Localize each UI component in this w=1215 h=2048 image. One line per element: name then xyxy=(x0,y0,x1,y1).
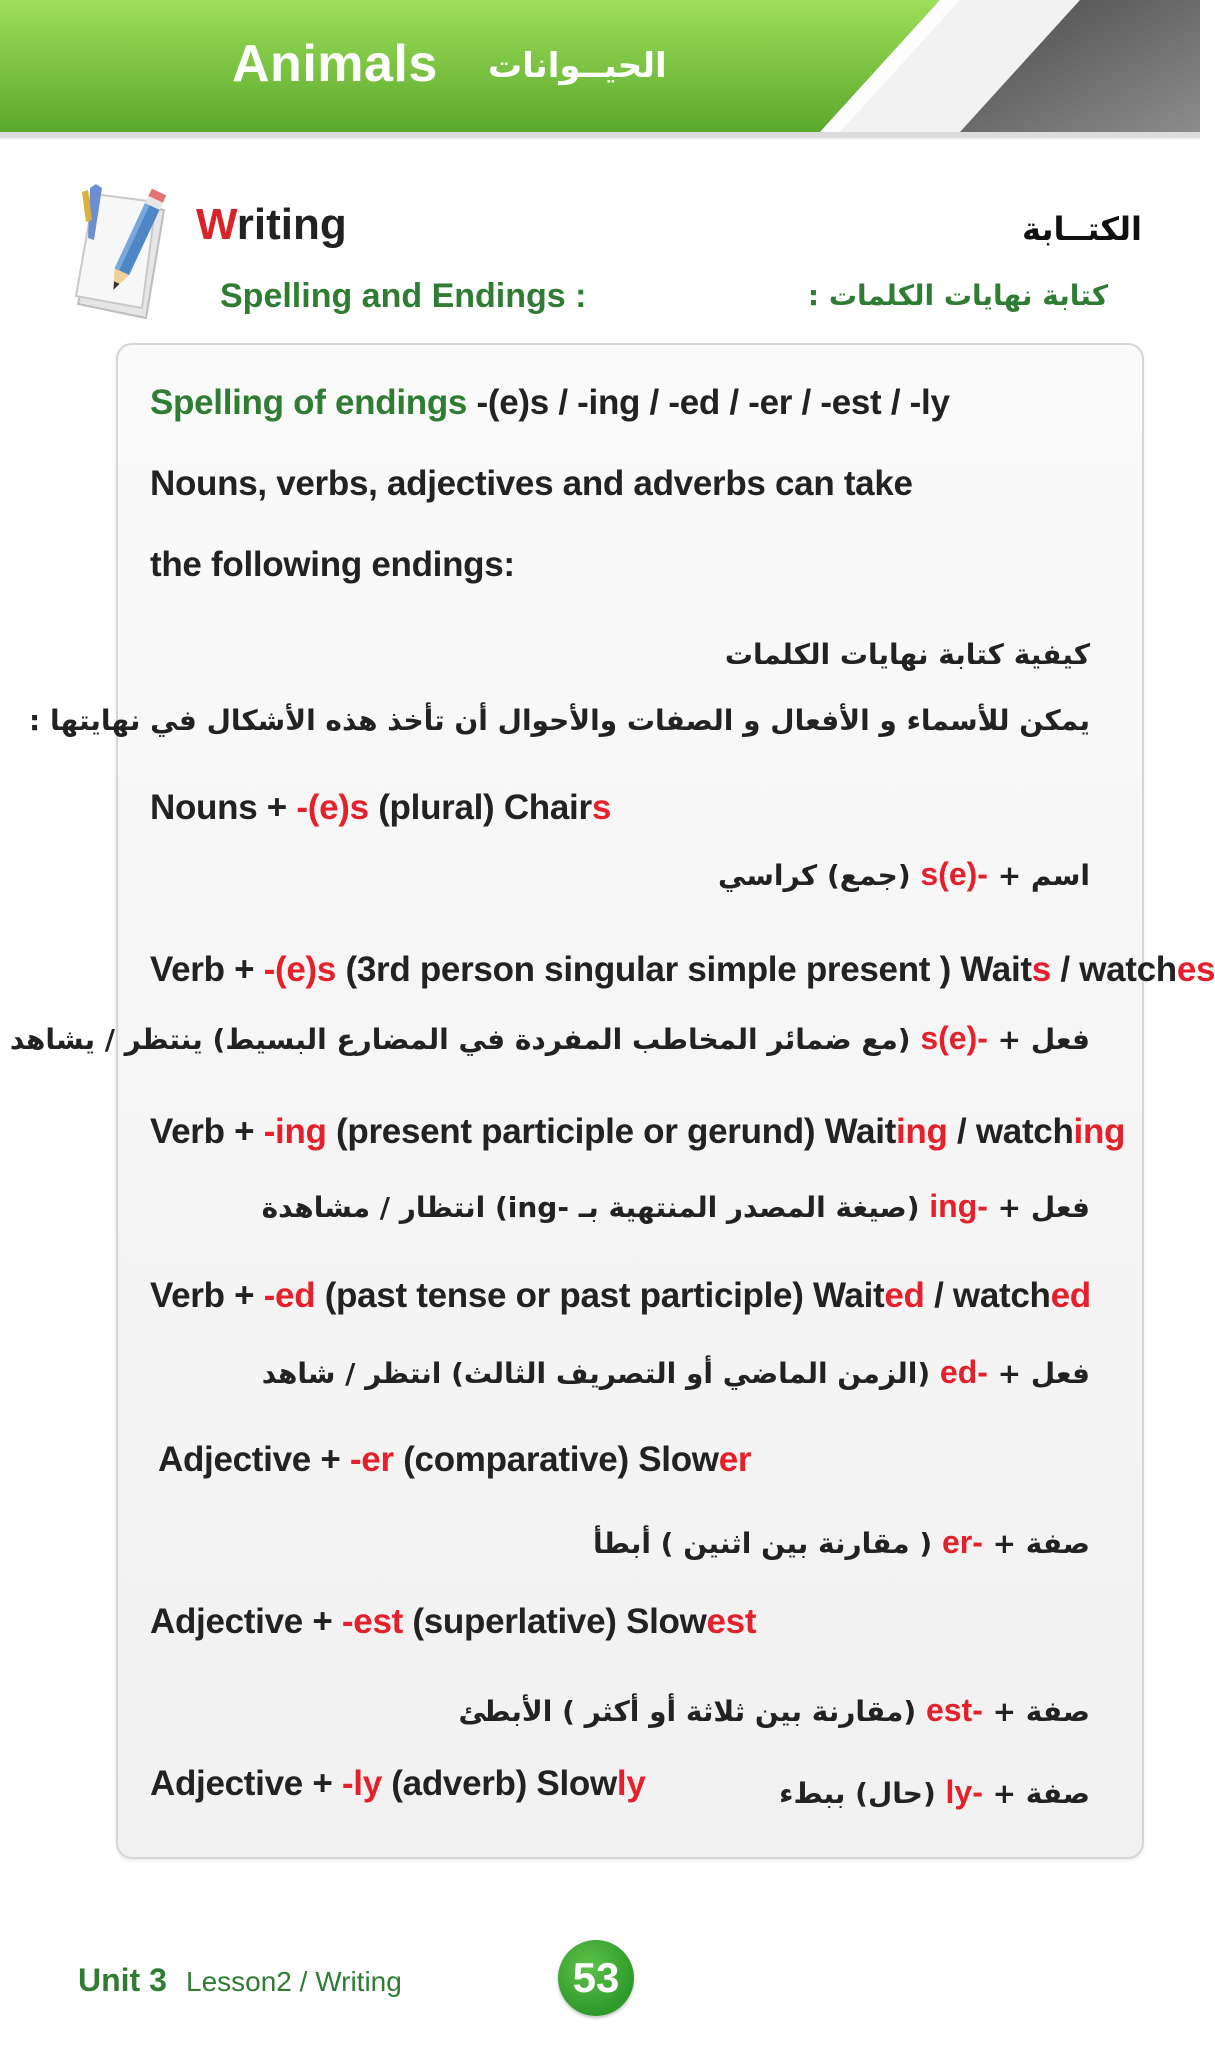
rule-arabic-prefix: فعل + xyxy=(987,1023,1090,1056)
rule-arabic-description: (مقارنة بين ثلاثة أو أكثر ) الأبطئ xyxy=(458,1695,926,1728)
rule-ending: -(e)s xyxy=(296,788,369,827)
rule-nouns xyxy=(150,788,611,828)
rule-prefix: Nouns + xyxy=(150,788,297,827)
rule-ending: -est xyxy=(341,1602,403,1641)
rule-arabic-description: ( مقارنة بين اثنين ) أبطأ xyxy=(593,1527,942,1560)
intro-arabic-line-2: يمكن للأسماء و الأفعال و الصفات والأحوال أن تأخذ هذه الأشكال في نهايتها : xyxy=(29,704,1090,737)
rule-arabic-prefix: صفة + xyxy=(982,1695,1090,1728)
rule-verb-ed-arabic xyxy=(262,1354,1090,1391)
rule-description: (comparative) Slow xyxy=(393,1440,719,1479)
rule-arabic-ending: -ed xyxy=(939,1354,988,1390)
rule-prefix: Verb + xyxy=(150,1276,264,1315)
rule-example-ending: ing xyxy=(895,1112,948,1151)
rule-adjective-er xyxy=(158,1440,751,1480)
rule-ending: -er xyxy=(349,1440,394,1479)
rule-example-word: / watch xyxy=(924,1276,1051,1315)
rule-verb-ing xyxy=(150,1112,1125,1152)
rule-example-ending: ed xyxy=(884,1276,925,1315)
rule-ending: -ed xyxy=(263,1276,316,1315)
rule-arabic-description: (جمع) كراسي xyxy=(718,859,921,892)
section-subtitle: Spelling and Endings : xyxy=(220,277,587,315)
rule-verb-ing-arabic xyxy=(262,1188,1090,1225)
section-title-arabic: الكتــابة xyxy=(1022,210,1142,248)
rule-prefix: Verb + xyxy=(150,1112,264,1151)
rule-adjective-ly xyxy=(150,1764,645,1804)
page-number-badge: 53 xyxy=(558,1940,634,2016)
rule-example-ending: ly xyxy=(616,1764,646,1803)
rule-prefix: Adjective + xyxy=(150,1764,342,1803)
rule-arabic-ending: -ly xyxy=(945,1774,983,1810)
rule-example-word: / watch xyxy=(1050,950,1177,989)
rule-example-ending: er xyxy=(718,1440,752,1479)
rule-description: (superlative) Slow xyxy=(402,1602,707,1641)
footer-unit: Unit 3 xyxy=(78,1962,167,1998)
rule-arabic-description: (الزمن الماضي أو التصريف الثالث) انتظر / شاهد xyxy=(261,1357,940,1390)
page-title-arabic: الحيــوانات xyxy=(488,46,667,86)
page-title: Animals xyxy=(232,35,438,93)
section-title-initial: W xyxy=(196,200,237,249)
rule-arabic-prefix: فعل + xyxy=(987,1191,1090,1224)
header-banner xyxy=(0,0,1200,150)
rule-verb-s-arabic xyxy=(10,1020,1090,1057)
rule-arabic-prefix: فعل + xyxy=(987,1357,1090,1390)
rule-arabic-prefix: صفة + xyxy=(982,1777,1090,1810)
rule-adjective-ly-arabic xyxy=(779,1774,1090,1811)
section-subtitle-arabic: كتابة نهايات الكلمات : xyxy=(807,279,1108,312)
intro-line-1: Nouns, verbs, adjectives and adverbs can take xyxy=(150,464,913,503)
rule-adjective-er-arabic xyxy=(593,1524,1090,1561)
rule-arabic-ending: -ing xyxy=(929,1188,988,1224)
rule-example-ending: s xyxy=(1031,950,1051,989)
rule-example-ending: ed xyxy=(1050,1276,1091,1315)
rule-adjective-est xyxy=(150,1602,756,1642)
rule-prefix: Verb + xyxy=(150,950,264,989)
rule-arabic-description: (صيغة المصدر المنتهية بـ -ing) انتظار / مشاهدة xyxy=(261,1191,930,1224)
section-title-rest: riting xyxy=(236,200,347,249)
rule-example-word: / watch xyxy=(947,1112,1074,1151)
rule-ending: -(e)s xyxy=(263,950,337,989)
rule-description: (present participle or gerund) Wait xyxy=(326,1112,896,1151)
rule-description: (adverb) Slow xyxy=(381,1764,617,1803)
rule-arabic-description: (حال) ببطء xyxy=(779,1777,946,1810)
pencil-paper-icon xyxy=(72,180,172,320)
rule-arabic-description: (مع ضمائر المخاطب المفردة في المضارع البسيط) ينتظر / يشاهد xyxy=(9,1023,921,1056)
intro-arabic-line-1: كيفية كتابة نهايات الكلمات xyxy=(724,638,1090,671)
intro-line-2: the following endings: xyxy=(150,545,515,584)
endings-heading-label: Spelling of endings xyxy=(150,383,468,422)
rule-example-ending: ing xyxy=(1073,1112,1126,1151)
rule-arabic-ending: -est xyxy=(925,1692,983,1728)
rule-nouns-arabic xyxy=(718,856,1090,893)
rule-description: (past tense or past participle) Wait xyxy=(315,1276,885,1315)
rule-verb-ed xyxy=(150,1276,1091,1316)
rule-adjective-est-arabic xyxy=(458,1692,1090,1729)
rule-example-ending: est xyxy=(706,1602,757,1641)
rule-description: (plural) Chair xyxy=(368,788,592,827)
rule-verb-s xyxy=(150,950,1215,990)
endings-heading-list: -(e)s / -ing / -ed / -er / -est / -ly xyxy=(467,383,950,422)
rule-arabic-ending: -er xyxy=(941,1524,983,1560)
rule-example-ending: s xyxy=(591,788,611,827)
rule-arabic-ending: -(e)s xyxy=(920,856,988,892)
rule-arabic-ending: -(e)s xyxy=(920,1020,988,1056)
rule-ending: -ing xyxy=(263,1112,327,1151)
rule-prefix: Adjective + xyxy=(158,1440,350,1479)
footer-lesson: Lesson2 / Writing xyxy=(186,1966,402,1997)
rule-arabic-prefix: اسم + xyxy=(987,859,1090,892)
rule-prefix: Adjective + xyxy=(150,1602,342,1641)
rule-description: (3rd person singular simple present ) Wait xyxy=(336,950,1032,989)
section-title xyxy=(196,200,347,250)
rule-ending: -ly xyxy=(341,1764,382,1803)
rule-example-ending: es xyxy=(1176,950,1215,989)
endings-heading xyxy=(150,383,950,423)
rule-arabic-prefix: صفة + xyxy=(982,1527,1090,1560)
